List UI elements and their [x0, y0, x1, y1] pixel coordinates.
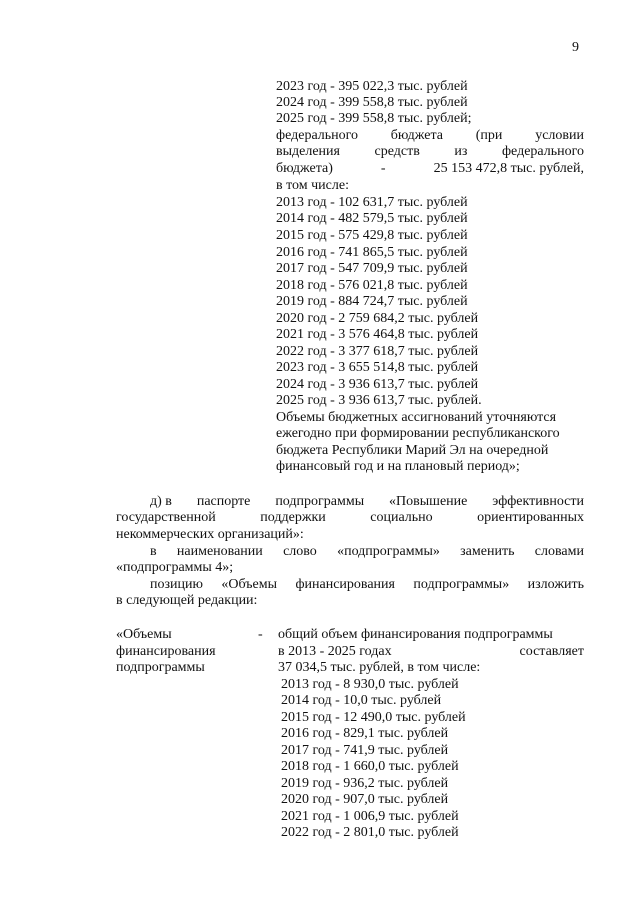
word: наименовании [176, 544, 263, 559]
table-year-line: 2019 год - 936,2 тыс. рублей [281, 776, 449, 791]
word: из [454, 144, 468, 159]
word: паспорте [196, 494, 251, 509]
total-line-1: общий объем финансирования подпрограммы [278, 627, 553, 642]
word: позицию [150, 577, 203, 592]
table-dash: - [258, 627, 263, 642]
federal-year-line: 2020 год - 2 759 684,2 тыс. рублей [276, 311, 479, 326]
federal-intro-line-1 [276, 128, 584, 144]
federal-year-line: 2019 год - 884 724,7 тыс. рублей [276, 294, 468, 309]
word: эффективности [492, 494, 584, 509]
word: поддержки [260, 510, 326, 525]
regional-year-line: 2025 год - 399 558,8 тыс. рублей; [276, 111, 472, 126]
word: выделения [276, 144, 340, 159]
note-line: ежегодно при формировании республиканского [276, 426, 560, 441]
table-label-line: финансирования [116, 644, 216, 659]
position-instruction-line-2: в следующей редакции: [116, 593, 258, 608]
federal-intro-line-3 [276, 161, 584, 177]
federal-year-line: 2016 год - 741 865,5 тыс. рублей [276, 245, 468, 260]
word: государственной [116, 510, 216, 525]
federal-year-line: 2025 год - 3 936 613,7 тыс. рублей. [276, 393, 482, 408]
word: в [150, 544, 157, 559]
note-line: бюджета Республики Марий Эл на очередной [276, 443, 549, 458]
federal-intro-line-2 [276, 144, 584, 160]
federal-year-line: 2021 год - 3 576 464,8 тыс. рублей [276, 327, 479, 342]
table-year-line: 2015 год - 12 490,0 тыс. рублей [281, 710, 466, 725]
word: федерального [501, 144, 584, 159]
instruction-d-line-2 [116, 510, 584, 526]
table-year-line: 2022 год - 2 801,0 тыс. рублей [281, 825, 459, 840]
position-instruction-line-1 [150, 577, 584, 593]
word: средств [374, 144, 420, 159]
rename-instruction-line-2: «подпрограммы 4»; [116, 560, 234, 575]
federal-year-line: 2014 год - 482 579,5 тыс. рублей [276, 211, 468, 226]
federal-year-line: 2018 год - 576 021,8 тыс. рублей [276, 278, 468, 293]
word: в 2013 - 2025 годах [278, 644, 392, 659]
word: словами [534, 544, 584, 559]
federal-year-line: 2023 год - 3 655 514,8 тыс. рублей [276, 360, 479, 375]
total-line-3: 37 034,5 тыс. рублей, в том числе: [278, 660, 481, 675]
word: «Объемы [221, 577, 278, 592]
federal-year-line: 2017 год - 547 709,9 тыс. рублей [276, 261, 468, 276]
table-year-line: 2017 год - 741,9 тыс. рублей [281, 743, 449, 758]
rename-instruction-line-1 [150, 544, 584, 560]
federal-year-line: 2022 год - 3 377 618,7 тыс. рублей [276, 344, 479, 359]
instruction-d-line-3: некоммерческих организаций»: [116, 527, 304, 542]
table-label-line: подпрограммы [116, 660, 205, 675]
federal-including-label: в том числе: [276, 178, 349, 193]
page-number: 9 [572, 40, 579, 55]
word: федерального [276, 128, 359, 143]
word: «Повышение [389, 494, 468, 509]
word: бюджета) [276, 161, 333, 176]
note-line: Объемы бюджетных ассигнований уточняются [276, 410, 557, 425]
table-label-line: «Объемы [116, 627, 172, 642]
instruction-d-line-1 [150, 494, 584, 510]
word: социально [370, 510, 433, 525]
word: - [380, 161, 386, 176]
word: бюджета [390, 128, 443, 143]
word: изложить [527, 577, 584, 592]
regional-year-line: 2024 год - 399 558,8 тыс. рублей [276, 95, 468, 110]
word: (при [475, 128, 503, 143]
table-year-line: 2016 год - 829,1 тыс. рублей [281, 726, 449, 741]
table-year-line: 2018 год - 1 660,0 тыс. рублей [281, 759, 459, 774]
word: слово [283, 544, 317, 559]
word: условии [535, 128, 584, 143]
word: «подпрограммы» [337, 544, 440, 559]
regional-year-line: 2023 год - 395 022,3 тыс. рублей [276, 79, 468, 94]
table-year-line: 2021 год - 1 006,9 тыс. рублей [281, 809, 459, 824]
note-line: финансовый год и на плановый период»; [276, 459, 520, 474]
word: составляет [519, 644, 584, 659]
word: заменить [460, 544, 515, 559]
federal-year-line: 2013 год - 102 631,7 тыс. рублей [276, 195, 468, 210]
word: ориентированных [477, 510, 584, 525]
word: подпрограммы» [413, 577, 510, 592]
total-line-2 [278, 644, 584, 660]
word: д) в [150, 494, 172, 509]
table-year-line: 2020 год - 907,0 тыс. рублей [281, 792, 449, 807]
table-year-line: 2013 год - 8 930,0 тыс. рублей [281, 677, 459, 692]
word: 25 153 472,8 тыс. рублей, [433, 161, 584, 176]
word: подпрограммы [275, 494, 365, 509]
word: финансирования [295, 577, 395, 592]
table-year-line: 2014 год - 10,0 тыс. рублей [281, 693, 442, 708]
federal-year-line: 2015 год - 575 429,8 тыс. рублей [276, 228, 468, 243]
federal-year-line: 2024 год - 3 936 613,7 тыс. рублей [276, 377, 479, 392]
